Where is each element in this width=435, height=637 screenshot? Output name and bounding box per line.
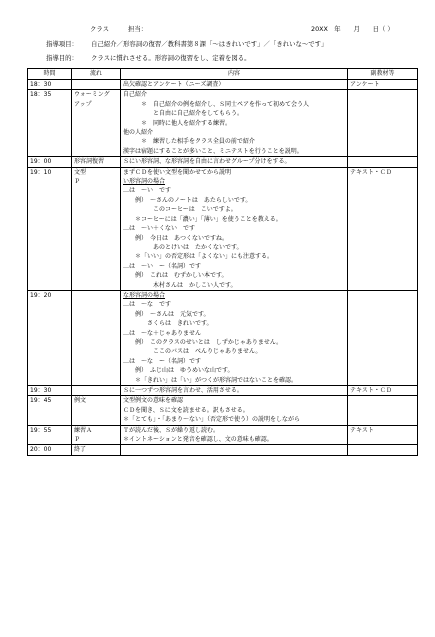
content-cell	[121, 445, 348, 455]
flow-cell	[72, 338, 121, 347]
flow-cell	[72, 406, 121, 415]
header-material: 副教材等	[348, 69, 418, 80]
content-cell: 例） これは むずかしい本です。	[121, 271, 348, 280]
table-row	[28, 329, 418, 338]
content-cell: 例） ～さんは 元気です。	[121, 310, 348, 319]
time-cell	[28, 357, 72, 366]
table-row	[28, 406, 418, 415]
time-cell	[28, 243, 72, 252]
table-row	[28, 205, 418, 214]
material-cell	[348, 347, 418, 356]
time-cell	[28, 205, 72, 214]
time-cell	[28, 376, 72, 386]
material-cell	[348, 300, 418, 309]
time-cell: 19：30	[28, 386, 72, 396]
table-row	[28, 100, 418, 109]
flow-cell: 練習Ａ	[72, 425, 121, 435]
table-row	[28, 300, 418, 309]
flow-cell	[72, 262, 121, 271]
material-cell	[348, 186, 418, 195]
flow-cell: 例文	[72, 396, 121, 406]
table-row	[28, 128, 418, 137]
time-cell	[28, 435, 72, 445]
flow-cell	[72, 128, 121, 137]
flow-cell	[72, 347, 121, 356]
material-cell	[348, 415, 418, 425]
table-row	[28, 347, 418, 356]
flow-cell: ウォーミング	[72, 90, 121, 100]
content-cell: 出欠確認とアンケート（ニーズ調査）	[121, 80, 348, 90]
material-cell	[348, 100, 418, 109]
time-cell	[28, 329, 72, 338]
flow-cell: アップ	[72, 100, 121, 109]
flow-cell	[72, 137, 121, 146]
material-cell	[348, 215, 418, 224]
content-cell: …は ～い＋くない です	[121, 224, 348, 233]
time-cell	[28, 186, 72, 195]
content-cell: ＊ 同時に他人を紹介する練習。	[121, 119, 348, 128]
time-cell	[28, 128, 72, 137]
content-cell: あのとけいは たかくないです。	[121, 243, 348, 252]
flow-cell	[72, 281, 121, 291]
flow-cell	[72, 376, 121, 386]
time-cell	[28, 310, 72, 319]
table-row	[28, 445, 418, 455]
time-cell: 19：55	[28, 425, 72, 435]
time-cell: 20：00	[28, 445, 72, 455]
time-cell	[28, 137, 72, 146]
content-cell: な形容詞の場合	[121, 290, 348, 300]
content-cell: Ｔが読んだ後、Ｓが繰り返し読む。	[121, 425, 348, 435]
table-row	[28, 177, 418, 186]
time-cell	[28, 196, 72, 205]
content-cell: …は ～い です	[121, 186, 348, 195]
table-row	[28, 109, 418, 118]
time-cell	[28, 119, 72, 128]
content-cell: 漢字は宿題にすることが多いこと、ミニテストを行うことを説明。	[121, 147, 348, 157]
content-cell: ＣＤを聞き、Ｓに文を読ませる。訳もさせる。	[121, 406, 348, 415]
material-cell	[348, 205, 418, 214]
content-cell: このコーヒーは こいですよ。	[121, 205, 348, 214]
material-cell	[348, 196, 418, 205]
time-cell: 18：35	[28, 90, 72, 100]
goal-text: クラスに慣れさせる。形容詞の復習をし、定着を図る。	[91, 54, 251, 62]
material-cell	[348, 319, 418, 328]
content-cell: ＊ 自己紹介の例を紹介し、Ｓ同士ペアを作って初めて会う人	[121, 100, 348, 109]
flow-cell	[72, 109, 121, 118]
flow-cell	[72, 205, 121, 214]
content-cell: ＊「きれい」は「い」がつくが形容詞ではないことを確認。	[121, 376, 348, 386]
time-cell	[28, 252, 72, 261]
table-row	[28, 366, 418, 375]
time-cell	[28, 281, 72, 291]
material-cell	[348, 445, 418, 455]
teacher-label: 担当：	[128, 25, 148, 33]
table-row	[28, 338, 418, 347]
flow-cell	[72, 357, 121, 366]
time-cell	[28, 406, 72, 415]
material-cell: テキスト・ＣＤ	[348, 386, 418, 396]
flow-cell	[72, 310, 121, 319]
time-cell	[28, 100, 72, 109]
content-cell: …は ～い ー（名詞）です	[121, 262, 348, 271]
time-cell	[28, 415, 72, 425]
time-cell	[28, 177, 72, 186]
table-row	[28, 215, 418, 224]
content-cell: 例） 今日は あつくないですね。	[121, 234, 348, 243]
table-row	[28, 319, 418, 328]
header-flow: 流れ	[72, 69, 121, 80]
time-cell: 19：20	[28, 290, 72, 300]
table-row	[28, 376, 418, 386]
content-cell: い形容詞の場合	[121, 177, 348, 186]
material-cell: テキスト	[348, 425, 418, 435]
material-cell	[348, 357, 418, 366]
flow-cell	[72, 147, 121, 157]
content-cell: さくらは きれいです。	[121, 319, 348, 328]
table-row	[28, 435, 418, 445]
flow-cell	[72, 319, 121, 328]
flow-cell	[72, 329, 121, 338]
flow-cell: Ｐ	[72, 177, 121, 186]
content-cell: ＊コーヒーには「濃い」「薄い」を使うことを教える。	[121, 215, 348, 224]
time-cell	[28, 109, 72, 118]
table-row	[28, 262, 418, 271]
material-cell	[348, 177, 418, 186]
content-cell: …は ～な です	[121, 300, 348, 309]
flow-cell	[72, 300, 121, 309]
item-label: 指導項目：	[46, 40, 78, 48]
content-cell: まずＣＤを使い文型を聞かせてから説明	[121, 167, 348, 177]
material-cell	[348, 109, 418, 118]
flow-cell	[72, 271, 121, 280]
header-time: 時間	[28, 69, 72, 80]
flow-cell	[72, 415, 121, 425]
material-cell	[348, 252, 418, 261]
material-cell	[348, 271, 418, 280]
time-cell	[28, 319, 72, 328]
flow-cell	[72, 386, 121, 396]
time-cell	[28, 234, 72, 243]
content-cell: 文型例文の意味を確認	[121, 396, 348, 406]
table-row	[28, 119, 418, 128]
time-cell	[28, 271, 72, 280]
time-cell	[28, 338, 72, 347]
table-row	[28, 252, 418, 261]
material-cell	[348, 224, 418, 233]
material-cell	[348, 376, 418, 386]
flow-cell	[72, 196, 121, 205]
flow-cell	[72, 215, 121, 224]
material-cell	[348, 262, 418, 271]
material-cell	[348, 435, 418, 445]
content-cell: ＊「とても」・「あまり～ない」（否定形で使う）の説明をしながら	[121, 415, 348, 425]
lesson-plan-table	[27, 68, 418, 456]
table-row	[28, 234, 418, 243]
content-cell: Ｓにい形容詞、な形容詞を自由に言わせグループ分けをする。	[121, 157, 348, 167]
material-cell	[348, 90, 418, 100]
table-row	[28, 386, 418, 396]
content-cell: と自由に自己紹介をしてもらう。	[121, 109, 348, 118]
table-row	[28, 167, 418, 177]
content-cell: 例） ～さんのノートは あたらしいです。	[121, 196, 348, 205]
flow-cell	[72, 224, 121, 233]
table-row	[28, 271, 418, 280]
goal-label: 指導目的：	[46, 54, 78, 62]
table-row	[28, 224, 418, 233]
flow-cell	[72, 290, 121, 300]
content-cell: 自己紹介	[121, 90, 348, 100]
table-row	[28, 196, 418, 205]
material-cell	[348, 243, 418, 252]
table-row	[28, 186, 418, 195]
flow-cell	[72, 186, 121, 195]
content-cell: 他の人紹介	[121, 128, 348, 137]
material-cell	[348, 234, 418, 243]
table-row	[28, 281, 418, 291]
material-cell	[348, 338, 418, 347]
content-cell: ＊イントネーションと発音を確認し、文の意味も確認。	[121, 435, 348, 445]
time-cell: 19：45	[28, 396, 72, 406]
table-row	[28, 157, 418, 167]
flow-cell: 文型	[72, 167, 121, 177]
content-cell: ここのバスは べんりじゃありません。	[121, 347, 348, 356]
material-cell	[348, 290, 418, 300]
content-cell: …は ～な＋じゃありません	[121, 329, 348, 338]
material-cell	[348, 329, 418, 338]
content-cell: Ｓに一つずつ形容詞を言わせ、活用させる。	[121, 386, 348, 396]
time-cell: 19：10	[28, 167, 72, 177]
time-cell	[28, 215, 72, 224]
flow-cell	[72, 252, 121, 261]
table-row	[28, 357, 418, 366]
content-cell: …は ～な ー（名詞）です	[121, 357, 348, 366]
content-cell: ＊ 練習した相手をクラス全員の前で紹介	[121, 137, 348, 146]
material-cell	[348, 406, 418, 415]
time-cell	[28, 262, 72, 271]
material-cell: テキスト・ＣＤ	[348, 167, 418, 177]
class-label: クラス	[90, 25, 109, 33]
content-cell: 例） このクラスのせいとは しずかじゃありません。	[121, 338, 348, 347]
content-cell: 木村さんは かしこい人です。	[121, 281, 348, 291]
time-cell	[28, 300, 72, 309]
time-cell	[28, 147, 72, 157]
table-row	[28, 147, 418, 157]
material-cell	[348, 119, 418, 128]
table-row	[28, 425, 418, 435]
material-cell	[348, 137, 418, 146]
table-row	[28, 243, 418, 252]
table-row	[28, 310, 418, 319]
material-cell	[348, 157, 418, 167]
material-cell	[348, 128, 418, 137]
table-row	[28, 90, 418, 100]
table-body	[28, 80, 418, 456]
flow-cell	[72, 80, 121, 90]
flow-cell	[72, 119, 121, 128]
content-cell: 例） ふじ山は ゆうめいな山です。	[121, 366, 348, 375]
time-cell	[28, 347, 72, 356]
table-row	[28, 396, 418, 406]
table-header-row	[28, 69, 418, 80]
table-row	[28, 137, 418, 146]
date-field: 20XX 年 月 日（ ）	[311, 25, 394, 33]
content-cell: ＊「いい」の否定形は「よくない」にも注意する。	[121, 252, 348, 261]
time-cell: 18：30	[28, 80, 72, 90]
material-cell	[348, 310, 418, 319]
material-cell	[348, 396, 418, 406]
time-cell: 19：00	[28, 157, 72, 167]
material-cell	[348, 281, 418, 291]
flow-cell	[72, 234, 121, 243]
time-cell	[28, 224, 72, 233]
item-text: 自己紹介／形容詞の復習／教科書第８課「～はきれいです」／「きれいな～です」	[91, 40, 328, 48]
table-row	[28, 415, 418, 425]
flow-cell: 終了	[72, 445, 121, 455]
table-row	[28, 80, 418, 90]
header-content: 内容	[121, 69, 348, 80]
material-cell	[348, 366, 418, 375]
material-cell: アンケート	[348, 80, 418, 90]
table-row	[28, 290, 418, 300]
flow-cell	[72, 243, 121, 252]
material-cell	[348, 147, 418, 157]
flow-cell	[72, 366, 121, 375]
flow-cell: Ｐ	[72, 435, 121, 445]
time-cell	[28, 366, 72, 375]
flow-cell: 形容詞復習	[72, 157, 121, 167]
